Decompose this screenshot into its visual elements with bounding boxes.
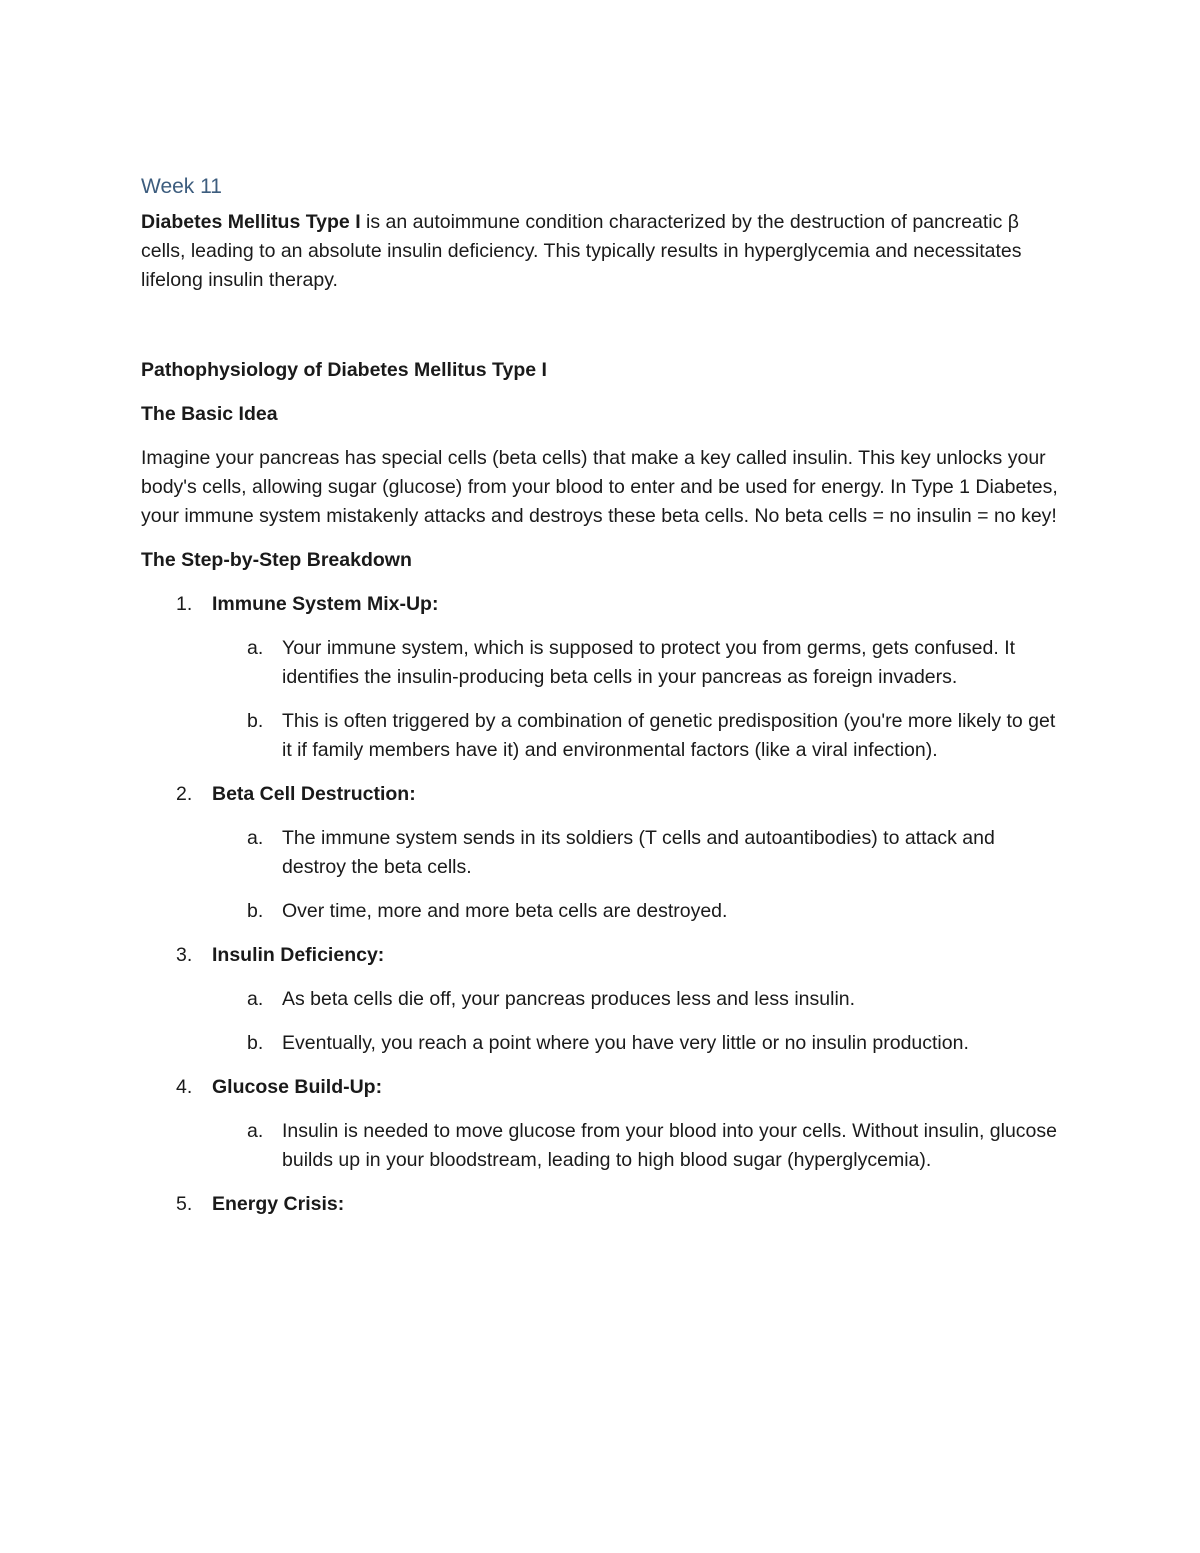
- sub-letter: a.: [247, 988, 264, 1010]
- sub-letter: b.: [247, 1032, 264, 1054]
- sub-letter: a.: [247, 1120, 264, 1142]
- sub-item: [212, 985, 1061, 1014]
- step-title: Beta Cell Destruction:: [212, 783, 416, 805]
- step-item: [141, 780, 1061, 926]
- step-title: Energy Crisis:: [212, 1193, 345, 1215]
- intro-bold-term: Diabetes Mellitus Type I: [141, 211, 361, 233]
- step-item: [141, 1073, 1061, 1175]
- step-by-step-heading: The Step-by-Step Breakdown: [141, 549, 412, 571]
- steps-list: [141, 590, 1061, 1219]
- step-item: [141, 1190, 1061, 1219]
- intro-paragraph: [141, 208, 1061, 295]
- sub-item: [212, 824, 1061, 882]
- sub-letter: a.: [247, 637, 264, 659]
- basic-idea-paragraph: Imagine your pancreas has special cells (beta cells) that make a key called insulin. This key unlocks your body's cells, allowing sugar (glucose) from your blood to enter and be used for energy. In Type 1 Diabetes, your immune system mistakenly attacks and destroys these beta cells. No beta cells = no insulin = no key!: [141, 447, 1058, 527]
- sub-text: The immune system sends in its soldiers (T cells and autoantibodies) to attack and destroy the beta cells.: [282, 827, 995, 878]
- sub-item: [212, 634, 1061, 692]
- step-number: 2.: [176, 783, 193, 805]
- step-title: Insulin Deficiency:: [212, 944, 385, 966]
- document-page: [141, 172, 1061, 1234]
- step-item: [141, 590, 1061, 765]
- sub-item: [212, 1117, 1061, 1175]
- sub-list: [212, 824, 1061, 926]
- step-number: 1.: [176, 593, 193, 615]
- pathophysiology-heading: Pathophysiology of Diabetes Mellitus Type I: [141, 359, 547, 381]
- sub-item: [212, 897, 1061, 926]
- sub-text: Eventually, you reach a point where you have very little or no insulin production.: [282, 1032, 969, 1054]
- week-heading: Week 11: [141, 175, 222, 198]
- step-number: 3.: [176, 944, 193, 966]
- intro-text: is an autoimmune condition characterized by the destruction of pancreatic β cells, leading to an absolute insulin deficiency. This typically results in hyperglycemia and necessitates lifelong insulin therapy.: [141, 211, 1022, 291]
- step-number: 5.: [176, 1193, 193, 1215]
- step-title: Immune System Mix-Up:: [212, 593, 439, 615]
- sub-letter: b.: [247, 900, 264, 922]
- sub-list: [212, 634, 1061, 765]
- step-item: [141, 941, 1061, 1058]
- sub-letter: a.: [247, 827, 264, 849]
- sub-text: Over time, more and more beta cells are destroyed.: [282, 900, 728, 922]
- sub-list: [212, 1117, 1061, 1175]
- step-title: Glucose Build-Up:: [212, 1076, 383, 1098]
- sub-item: [212, 1029, 1061, 1058]
- sub-text: As beta cells die off, your pancreas produces less and less insulin.: [282, 988, 856, 1010]
- basic-idea-heading: The Basic Idea: [141, 403, 278, 425]
- sub-item: [212, 707, 1061, 765]
- sub-text: Insulin is needed to move glucose from your blood into your cells. Without insulin, glucose builds up in your bloodstream, leading to high blood sugar (hyperglycemia).: [282, 1120, 1057, 1171]
- sub-letter: b.: [247, 710, 264, 732]
- sub-text: This is often triggered by a combination of genetic predisposition (you're more likely to get it if family members have it) and environmental factors (like a viral infection).: [282, 710, 1056, 761]
- step-number: 4.: [176, 1076, 193, 1098]
- sub-text: Your immune system, which is supposed to protect you from germs, gets confused. It identifies the insulin-producing beta cells in your pancreas as foreign invaders.: [282, 637, 1016, 688]
- sub-list: [212, 985, 1061, 1058]
